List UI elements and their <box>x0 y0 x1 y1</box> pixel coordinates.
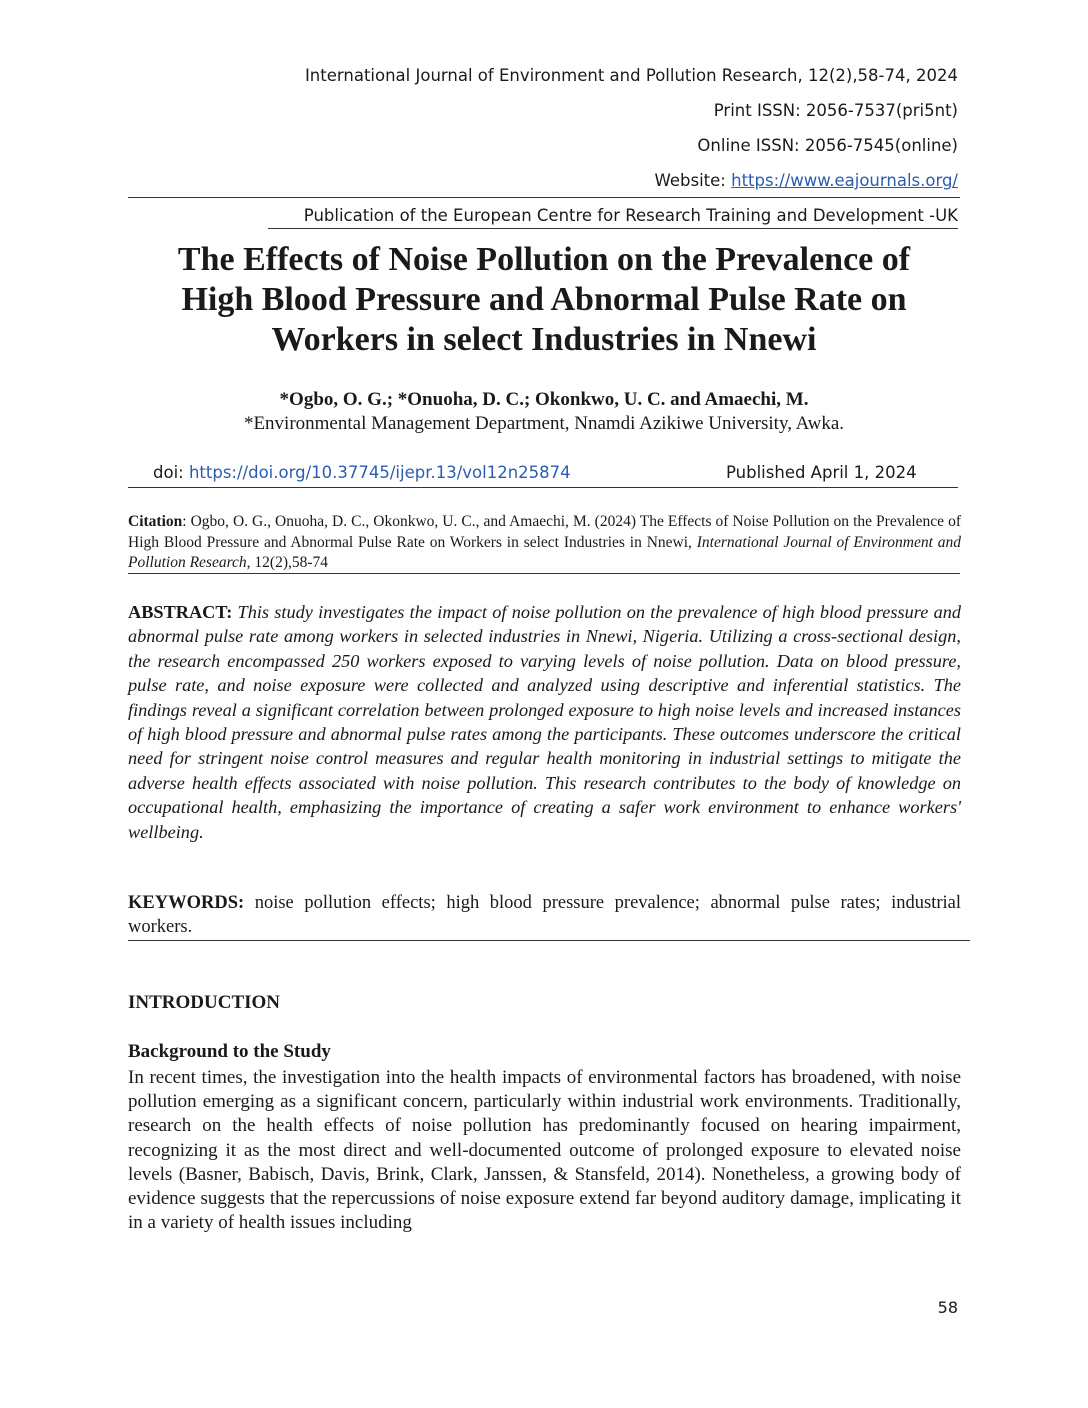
citation-label: Citation <box>128 513 183 530</box>
online-issn: Online ISSN: 2056-7545(online) <box>697 136 958 155</box>
citation-text: : Ogbo, O. G., Onuoha, D. C., Okonkwo, U. C., and Amaechi, M. (2024) The Effects of Noise Pollution on the Prevalence of High Blood Pressure and Abnormal Pulse Rate on Workers in select Industries in Nnewi, <box>128 513 961 551</box>
abstract-block <box>128 600 961 844</box>
title-line-3: Workers in select Industries in Nnewi <box>271 321 817 358</box>
citation-block <box>128 512 961 574</box>
doi-link[interactable]: https://doi.org/10.37745/ijepr.13/vol12n25874 <box>188 463 571 482</box>
abstract-text: This study investigates the impact of noise pollution on the prevalence of high blood pressure and abnormal pulse rate among workers in selected industries in Nnewi, Nigeria. Utilizing a cross-sectional design, the research encompassed 250 workers exposed to varying levels of noise pollution. Data on blood pressure, pulse rate, and noise exposure were collected and analyzed using descriptive and inferential statistics. The findings reveal a significant correlation between prolonged exposure to high noise levels and increased instances of high blood pressure and abnormal pulse rates among the participants. These outcomes underscore the critical need for stringent noise control measures and regular health monitoring in industrial settings to mitigate the adverse health effects associated with noise pollution. This research contributes to the body of knowledge on occupational health, emphasizing the importance of creating a safer work environment to enhance workers' wellbeing. <box>128 602 961 842</box>
doi-label: doi: <box>153 463 189 482</box>
website-link[interactable]: https://www.eajournals.org/ <box>731 171 958 190</box>
keywords-rule <box>128 940 970 941</box>
author-list: *Ogbo, O. G.; *Onuoha, D. C.; Okonkwo, U. C. and Amaechi, M. <box>279 389 809 410</box>
website-line <box>655 171 958 190</box>
print-issn: Print ISSN: 2056-7537(pri5nt) <box>713 101 958 120</box>
title-line-2: High Blood Pressure and Abnormal Pulse Rate on <box>181 281 907 318</box>
author-affiliation: *Environmental Management Department, Nnamdi Azikiwe University, Awka. <box>243 413 845 434</box>
abstract-label: ABSTRACT: <box>128 602 233 622</box>
page-number: 58 <box>937 1298 958 1317</box>
website-label: Website: <box>654 171 732 190</box>
background-subheading: Background to the Study <box>128 1041 331 1062</box>
paper-title <box>0 240 1088 360</box>
doi-rule <box>128 487 958 488</box>
doi-line <box>153 463 571 482</box>
citation-rule <box>128 573 960 574</box>
journal-citation-line: International Journal of Environment and Pollution Research, 12(2),58-74, 2024 <box>304 66 958 85</box>
introduction-paragraph: In recent times, the investigation into the health impacts of environmental factors has broadened, with noise pollution emerging as a significant concern, particularly within industrial work environments. Traditionally, research on the health effects of noise pollution has predominantly focused on hearing impairment, recognizing it as the most direct and well-documented outcome of prolonged exposure to elevated noise levels (Basner, Babisch, Davis, Brink, Clark, Janssen, & Stansfeld, 2014). Nonetheless, a growing body of evidence suggests that the repercussions of noise exposure extend far beyond auditory damage, implicating it in a variety of health issues including <box>128 1067 961 1234</box>
citation-journal: International Journal of Environment and Pollution Research <box>128 533 961 571</box>
keywords-text: noise pollution effects; high blood pressure prevalence; abnormal pulse rates; industrial workers. <box>128 893 961 937</box>
header-rule-top <box>128 197 960 198</box>
title-line-1: The Effects of Noise Pollution on the Prevalence of <box>177 241 911 278</box>
introduction-heading: INTRODUCTION <box>128 992 281 1013</box>
citation-tail: , 12(2),58-74 <box>246 554 329 571</box>
header-rule-bottom <box>268 228 958 229</box>
published-date: Published April 1, 2024 <box>726 463 917 482</box>
publisher-line: Publication of the European Centre for Research Training and Development -UK <box>303 206 958 225</box>
keywords-block <box>128 891 961 939</box>
keywords-label: KEYWORDS: <box>128 893 245 913</box>
